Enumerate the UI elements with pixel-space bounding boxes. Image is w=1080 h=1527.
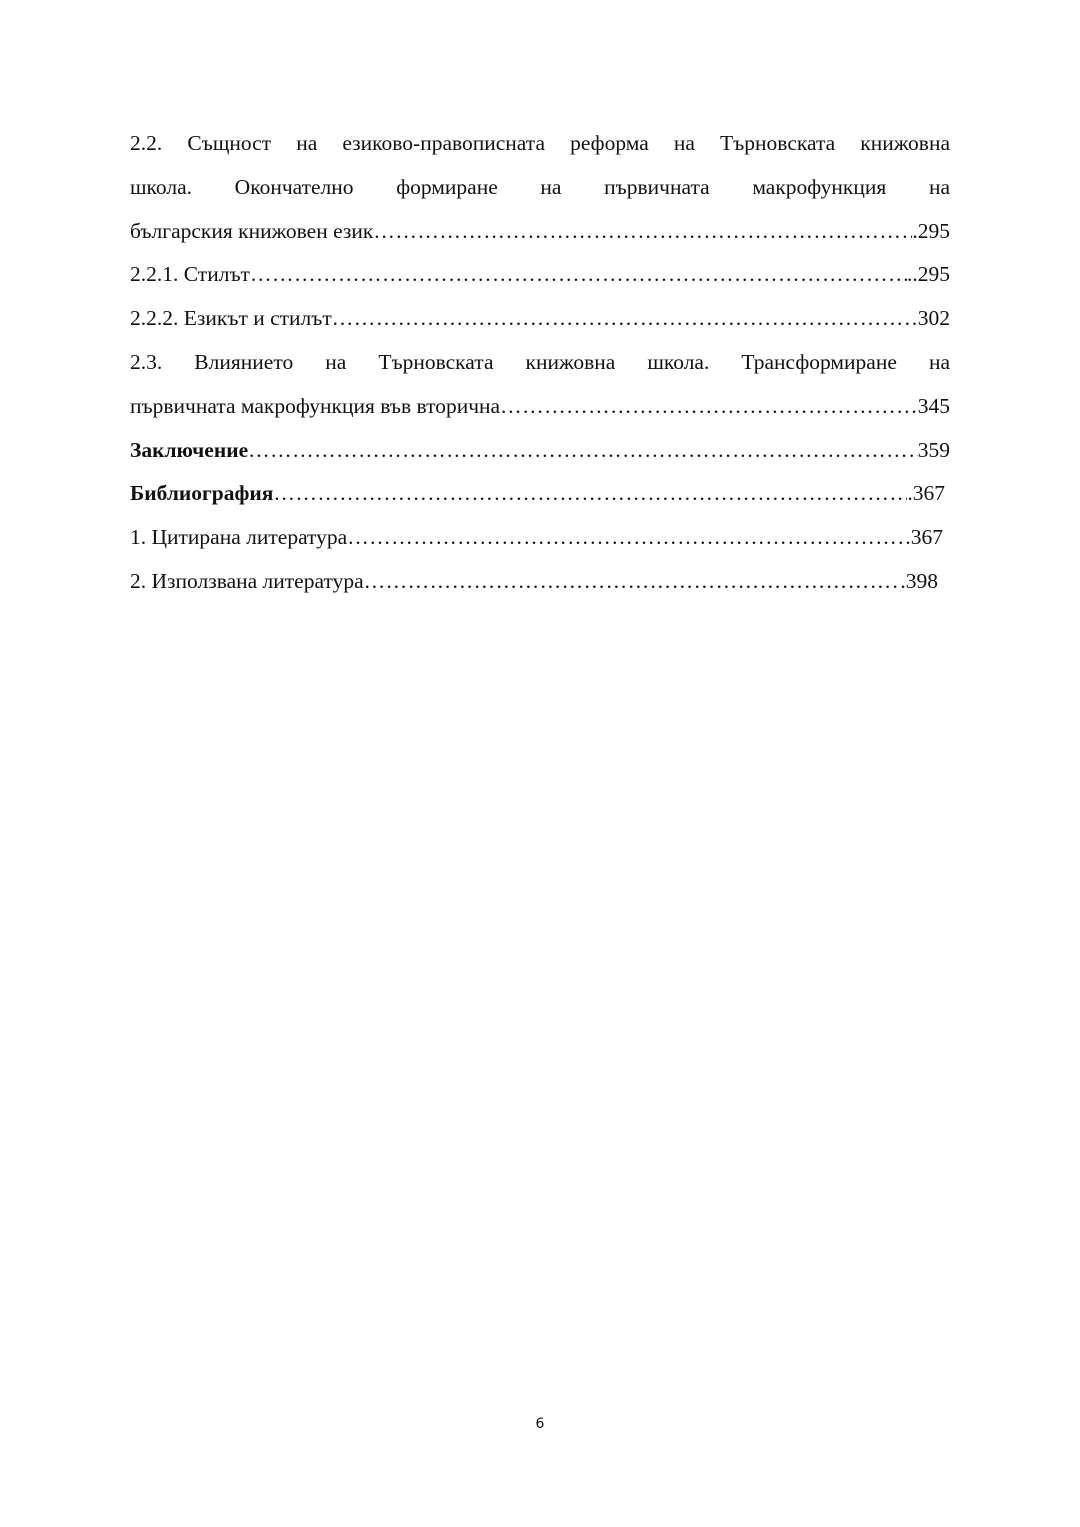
toc-entry-2-2-2 [130, 297, 950, 341]
toc-entry-page: .367 [907, 481, 945, 506]
toc-entry-title: 1. Цитирана литература [130, 525, 348, 550]
dot-leader [248, 429, 918, 473]
page-number: 6 [535, 1416, 545, 1432]
toc-entry-page: 367 [910, 525, 943, 550]
toc-entry-cited-literature [130, 516, 943, 560]
toc-entry-2-3 [130, 385, 950, 429]
toc-entry-title: Заключение [130, 437, 249, 462]
toc-entry-title: 2.2.2. Езикът и стилът [130, 306, 332, 331]
toc-entry-2-2-line-1: 2.2. Същност на езиково-правописната реформа на Търновската книжовна [130, 131, 950, 155]
dot-leader [347, 516, 911, 560]
toc-entry-page: 345 [917, 393, 950, 418]
toc-entry-page: .295 [912, 218, 950, 243]
toc-entry-title: Библиография [130, 481, 274, 506]
toc-entry-conclusion [130, 429, 950, 473]
dot-leader [500, 385, 918, 429]
table-of-contents [130, 122, 950, 604]
toc-entry-page: ..295 [907, 262, 950, 287]
toc-entry-title: българския книжовен език [130, 218, 374, 243]
toc-entry-page: 359 [917, 437, 950, 462]
toc-entry-used-literature [130, 560, 938, 604]
toc-entry-bibliography [130, 472, 945, 516]
dot-leader [373, 210, 912, 254]
dot-leader [250, 253, 907, 297]
toc-entry-2-2-1 [130, 253, 950, 297]
toc-entry-title: 2. Използвана литература [130, 568, 364, 593]
toc-entry-page: 302 [917, 306, 950, 331]
toc-entry-2-2-line-2: школа. Окончателно формиране на първичната макрофункция на [130, 174, 950, 199]
dot-leader [273, 472, 907, 516]
toc-entry-title: 2.2.1. Стилът [130, 262, 250, 287]
dot-leader [332, 297, 918, 341]
toc-entry-2-3-line-1: 2.3. Влиянието на Търновската книжовна школа. Трансформиране на [130, 349, 950, 374]
toc-entry-page: .398 [900, 568, 938, 593]
toc-entry-2-2 [130, 210, 950, 254]
toc-entry-title: първичната макрофункция във вторична [130, 393, 501, 418]
dot-leader [364, 560, 901, 604]
